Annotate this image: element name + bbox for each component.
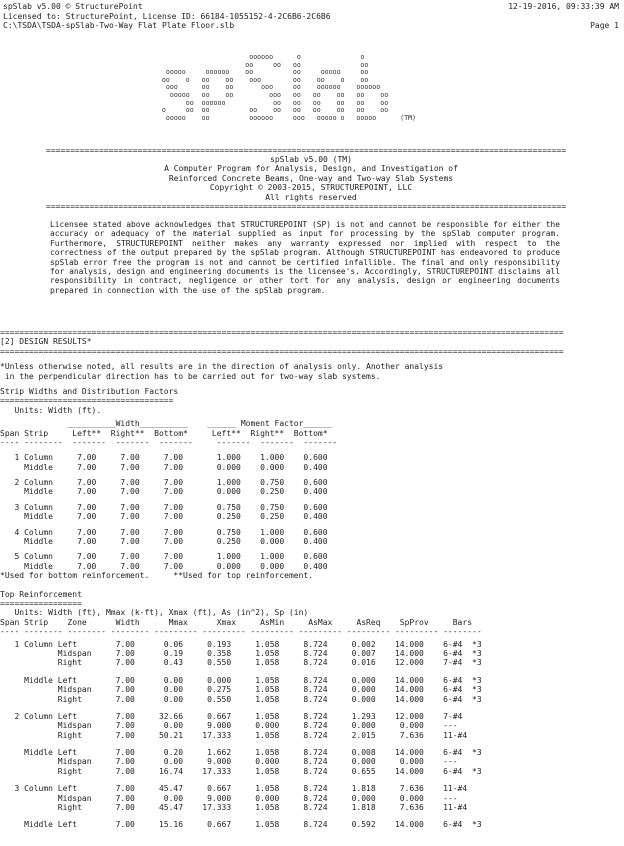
top-header: Span Strip Zone Width Mmax Xmax AsMin AsMax AsReq SpProv Bars (0, 617, 473, 627)
table-row: Midspan 7.00 0.00 0.275 1.058 8.724 0.000 14.000 6-#4 *3 (0, 685, 482, 695)
table-row: 3 Column Left 7.00 45.47 0.667 1.058 8.724 1.818 7.636 11-#4 (0, 784, 473, 794)
strip-row: Middle 7.00 7.00 7.00 0.250 0.250 0.400 (0, 512, 328, 522)
spslab-logo-art: oooooo o o oo oo oo oo ooooo oooooo oo oo ooooo oo oo o oo oo ooo oo oo o oo ooo oo oo ooo oo oooooo oooooo ooooo oo oo ooo oo oo oo oo oo oo oooooo oo oo oo oo oo oo o oo oo oo oo oo oo oo oo oo ooooo oo oooooo ooo ooooo o ooooo (TM) (161, 53, 416, 122)
table-row: 2 Column Left 7.00 32.66 0.667 1.058 8.724 1.293 12.000 7-#4 (0, 711, 473, 721)
table-row: Right 7.00 16.74 17.333 1.058 8.724 0.655 14.000 6-#4 *3 (0, 766, 482, 776)
section-rule-bottom: ===================================================================================================================== (0, 346, 564, 356)
strip-row: Middle 7.00 7.00 7.00 0.250 0.000 0.400 (0, 537, 328, 547)
table-row: Right 7.00 45.47 17.333 1.058 8.724 1.818 7.636 11-#4 (0, 803, 473, 813)
strip-row: 4 Column 7.00 7.00 7.00 0.750 1.000 0.600 (0, 527, 328, 537)
table-row: Midspan 7.00 0.19 0.358 1.058 8.724 0.007 14.000 6-#4 *3 (0, 648, 482, 658)
table-row: Right 7.00 0.00 0.550 1.058 8.724 0.000 14.000 6-#4 *3 (0, 694, 482, 704)
section-heading: [2] DESIGN RESULTS* (0, 337, 92, 347)
strip-footnote: *Used for bottom reinforcement. **Used for top reinforcement. (0, 571, 314, 581)
table-row: Middle Left 7.00 0.20 1.662 1.058 8.724 0.008 14.000 6-#4 *3 (0, 748, 482, 758)
report-page (3, 2, 621, 32)
page-number: Page 1 (590, 21, 619, 30)
top-units: Units: Width (ft), Mmax (k-ft), Xmax (ft), As (in^2), Sp (in) (0, 608, 309, 618)
license-disclaimer: Licensee stated above acknowledges that STRUCTUREPOINT (SP) is not and cannot be responsible for either the accuracy or adequacy of the material supplied as input for processing by the spSlab computer program. Furthermore, STRUCTUREPOINT neither makes any warranty expressed nor implied with respect to the correctness of the output prepared by the spSlab program. Although STRUCTUREPOINT has endeavored to produce spSlab error free the program is not and cannot be certified infallible. The final and only responsibility for analysis, design and engineering documents is the licensee's. Accordingly, STRUCTUREPOINT disclaims all responsibility in contract, negligence or other tort for any analysis, design or engineering documents prepared in connection with the use of the spSlab program. (50, 220, 560, 295)
page-header (3, 2, 621, 32)
strip-header-2: Span Strip Left** Right** Bottom* Left** Right** Bottom* (0, 428, 328, 438)
table-row: Midspan 7.00 0.00 9.000 0.000 8.724 0.000 0.000 --- (0, 793, 473, 803)
section-note-2: in the perpendicular direction has to be carried out for two-way slab systems. (0, 371, 381, 381)
strip-row: Middle 7.00 7.00 7.00 0.000 0.000 0.400 (0, 462, 328, 472)
table-row: Middle Left 7.00 15.16 0.667 1.058 8.724 0.592 14.000 6-#4 *3 (0, 820, 482, 830)
strip-units: Units: Width (ft). (0, 405, 102, 415)
banner-line-3: Copyright © 2003-2015, STRUCTUREPOINT, LLC (209, 183, 413, 193)
strip-row: 1 Column 7.00 7.00 7.00 1.000 1.000 0.600 (0, 453, 328, 463)
strip-header-3: ---- -------- ------- ------- ------- ------- ------- ------- (0, 437, 338, 447)
table-row: Midspan 7.00 0.00 9.000 0.000 8.724 0.000 0.000 --- (0, 721, 473, 731)
top-title: Top Reinforcement (0, 589, 82, 599)
section-rule-top: ===================================================================================================================== (0, 328, 564, 337)
table-row: Midspan 7.00 0.00 9.000 0.000 8.724 0.000 0.000 --- (0, 757, 473, 767)
strip-row: 2 Column 7.00 7.00 7.00 1.000 0.750 0.600 (0, 478, 328, 488)
top-title-rule: ================= (0, 598, 82, 608)
banner-title: spSlab v5.00 (TM) (270, 155, 352, 164)
banner-line-2: Reinforced Concrete Beams, One-way and Two-way Slab Systems (168, 173, 454, 183)
table-row: Right 7.00 50.21 17.333 1.058 8.724 2.015 7.636 11-#4 (0, 730, 473, 740)
strip-title: Strip Widths and Distribution Factors (0, 386, 179, 396)
strip-table (0, 447, 618, 571)
section-note-1: *Unless otherwise noted, all results are in the direction of analysis only. Another analysis (0, 362, 444, 372)
strip-header-1: __________Width__________ ______ Moment Factor______ (0, 419, 333, 429)
top-reinforcement-table (0, 637, 618, 830)
strip-title-rule: ==================================== (0, 396, 174, 406)
design-results-section (0, 328, 618, 830)
banner-rule-bottom: ============================================================================================================ (46, 202, 567, 212)
product-line: spSlab v5.00 © StructurePoint (3, 2, 143, 11)
strip-row: 3 Column 7.00 7.00 7.00 0.750 0.750 0.600 (0, 502, 328, 512)
program-banner (46, 146, 576, 295)
banner-line-1: A Computer Program for Analysis, Design, and Investigation of (164, 164, 458, 174)
license-line: Licensed to: StructurePoint, License ID: 66184-1055152-4-2C6B6-2C6B6 (3, 11, 331, 21)
banner-rule-top: ============================================================================================================ (46, 146, 567, 155)
file-path: C:\TSDA\TSDA-spSlab-Two-Way Flat Plate Floor.slb (3, 21, 235, 30)
strip-row: 5 Column 7.00 7.00 7.00 1.000 1.000 0.600 (0, 552, 328, 562)
table-row: Middle Left 7.00 0.00 0.000 1.058 8.724 0.000 14.000 6-#4 *3 (0, 675, 482, 685)
table-row: Right 7.00 0.43 0.550 1.058 8.724 0.016 12.000 7-#4 *3 (0, 658, 482, 668)
top-header-dash: ---- -------- -------- -------- --------- --------- --------- --------- --------- --------- -------- (0, 627, 482, 637)
table-row: 1 Column Left 7.00 0.06 0.193 1.058 8.724 0.002 14.000 6-#4 *3 (0, 639, 482, 649)
datetime: 12-19-2016, 09:33:39 AM (508, 2, 619, 11)
strip-row: Middle 7.00 7.00 7.00 0.000 0.250 0.400 (0, 487, 328, 497)
banner-line-4: All rights reserved (265, 192, 357, 202)
strip-row: Middle 7.00 7.00 7.00 0.000 0.000 0.400 (0, 561, 328, 571)
